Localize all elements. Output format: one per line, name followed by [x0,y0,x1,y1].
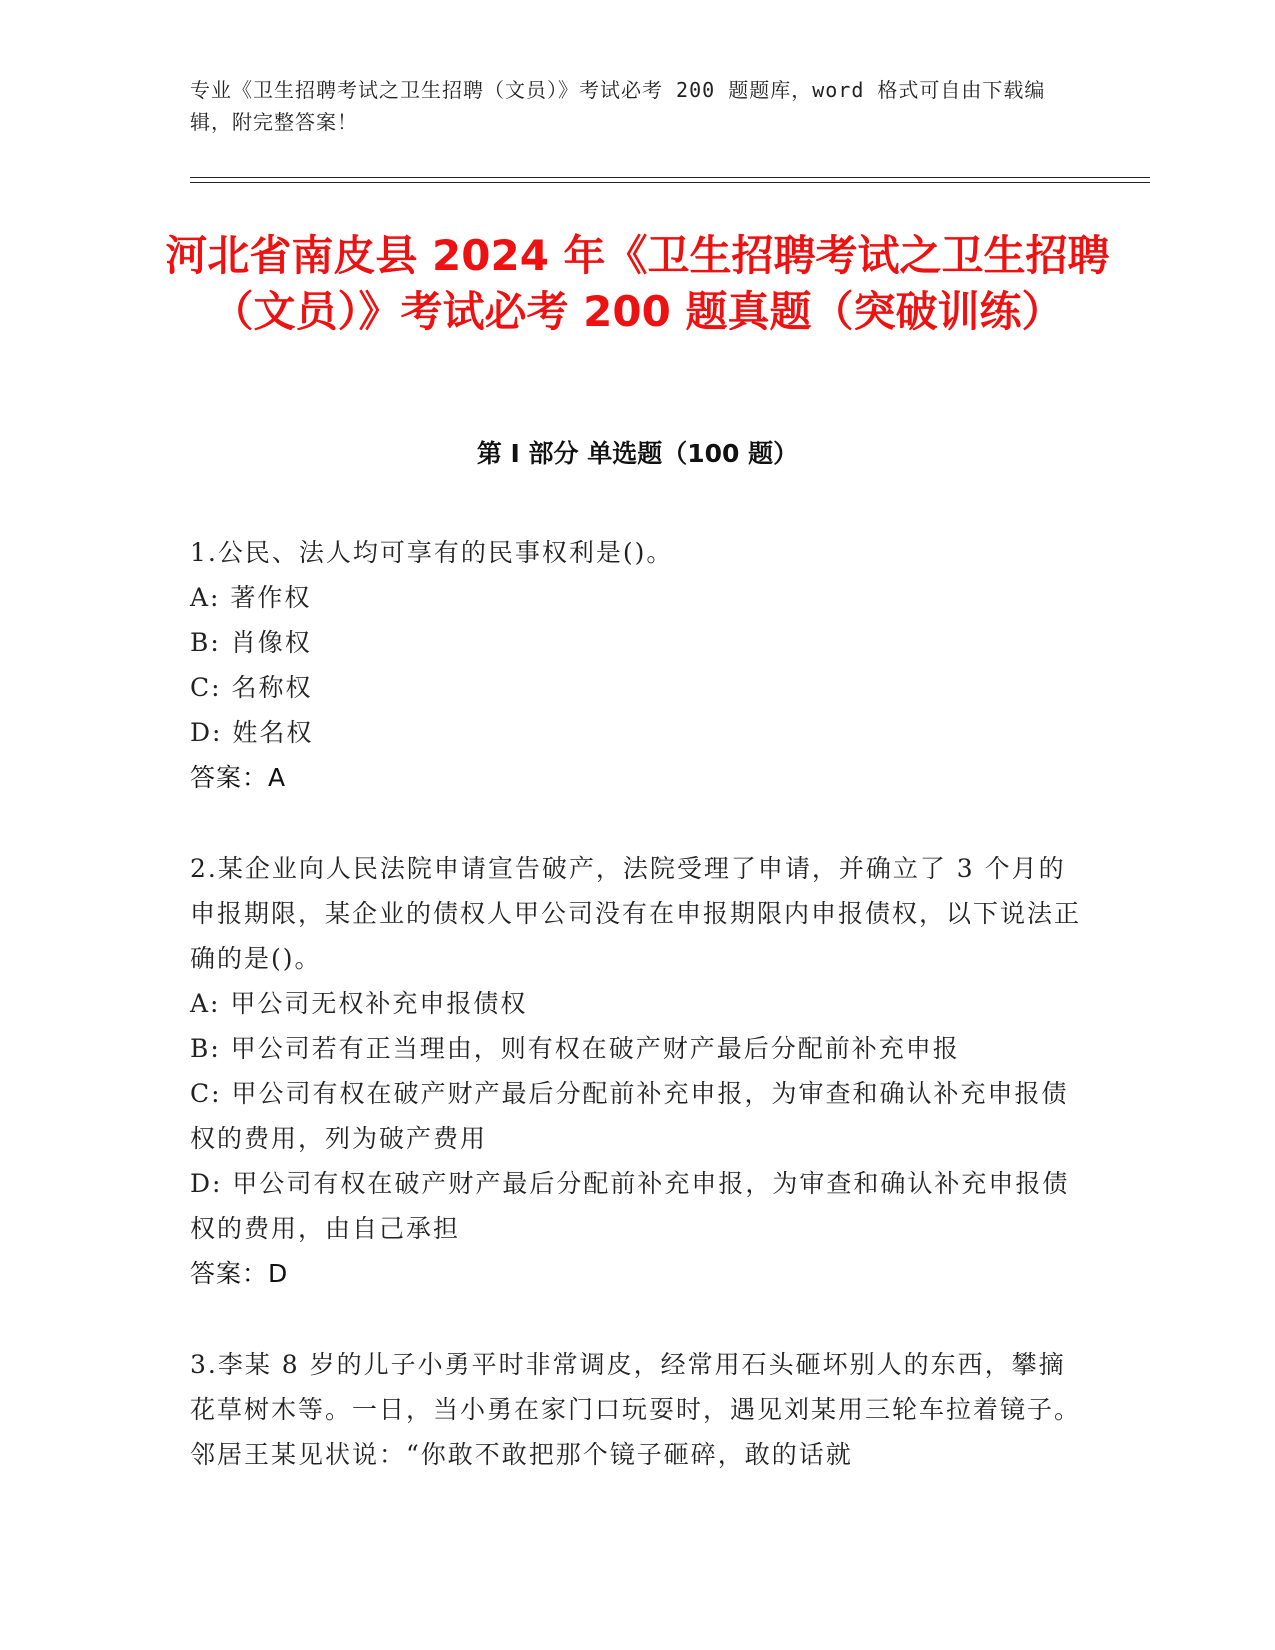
option-d: D: 姓名权 [190,718,314,747]
option-a: A: 著作权 [190,583,312,612]
option-c: C: 名称权 [190,673,313,702]
answer: 答案：D [190,1259,289,1288]
question-list [190,530,1090,1523]
option-a: A: 甲公司无权补充申报债权 [190,989,528,1018]
section-title: 第 I 部分 单选题（100 题） [476,439,799,468]
answer: 答案：A [190,763,287,792]
option-b: B: 肖像权 [190,628,312,657]
option-b: B: 甲公司若有正当理由，则有权在破产财产最后分配前补充申报 [190,1034,960,1063]
header-divider-bottom [190,182,1150,183]
question-text: 3.李某 8 岁的儿子小勇平时非常调皮，经常用石头砸坏别人的东西，攀摘花草树木等。一日，当小勇在家门口玩耍时，遇见刘某用三轮车拉着镜子。邻居王某见状说：“你敢不敢把那个镜子砸碎，敢的话就 [190,1350,1082,1469]
question-text: 2.某企业向人民法院申请宣告破产，法院受理了申请，并确立了 3 个月的申报期限，某企业的债权人甲公司没有在申报期限内申报债权，以下说法正确的是()。 [190,854,1082,973]
question-1 [190,530,1090,800]
header-divider-top [190,177,1150,178]
document-title: 河北省南皮县 2024 年《卫生招聘考试之卫生招聘（文员）》考试必考 200 题真题（突破训练） [165,231,1110,336]
option-d: D: 甲公司有权在破产财产最后分配前补充申报，为审查和确认补充申报债权的费用，由自己承担 [190,1169,1070,1243]
header-note: 专业《卫生招聘考试之卫生招聘（文员）》考试必考 200 题题库，word 格式可自由下载编辑，附完整答案！ [190,78,1046,134]
question-3 [190,1342,1090,1477]
option-c: C: 甲公司有权在破产财产最后分配前补充申报，为审查和确认补充申报债权的费用，列为破产费用 [190,1079,1069,1153]
question-text: 1.公民、法人均可享有的民事权利是()。 [190,538,674,567]
question-2 [190,846,1090,1296]
